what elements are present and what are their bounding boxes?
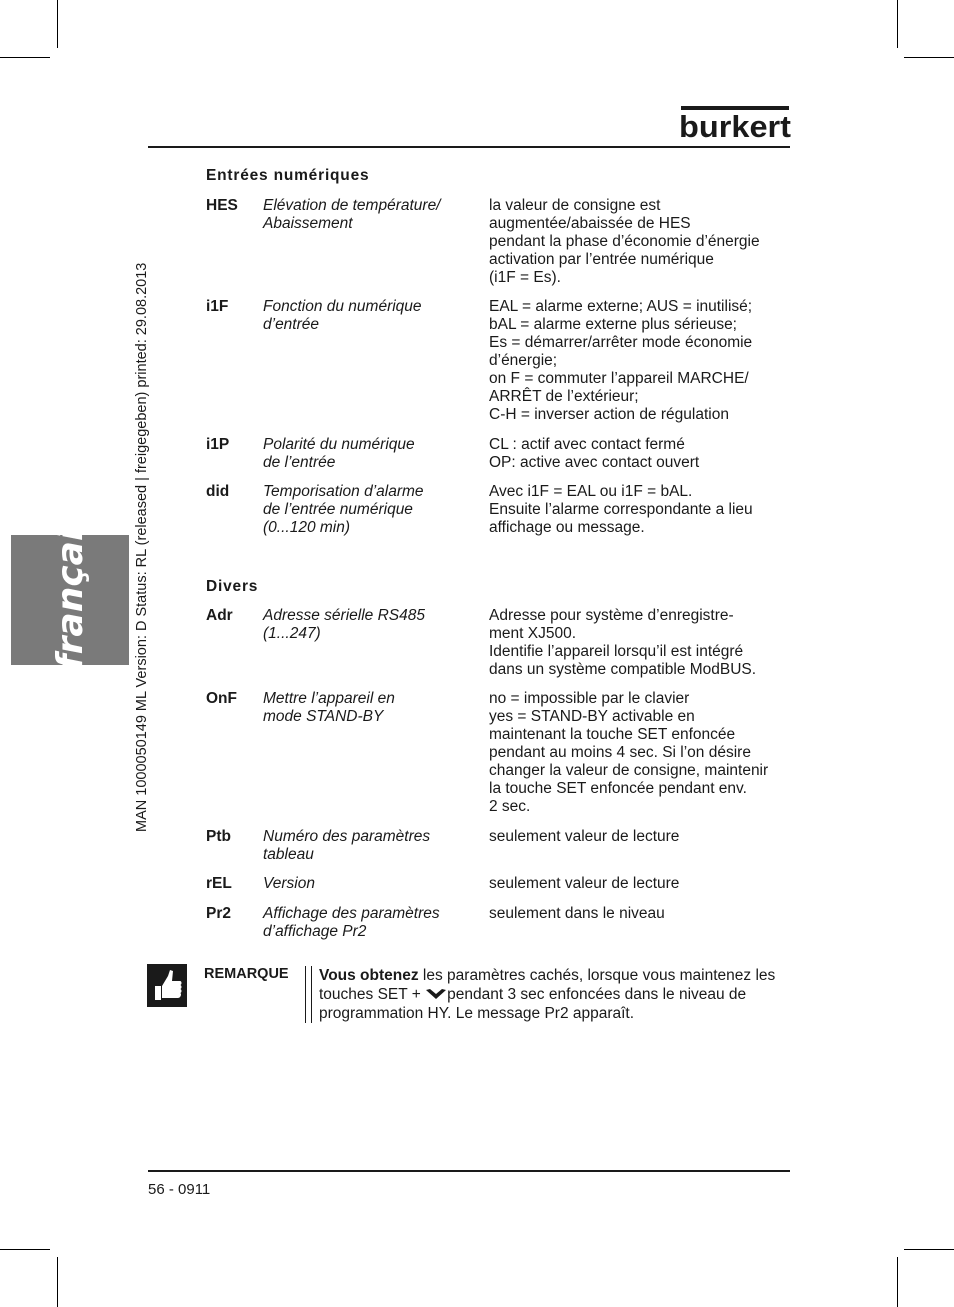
param-label: Adresse sérielle RS485 (1...247) — [263, 607, 425, 642]
param-code: i1P — [206, 436, 230, 453]
crop-mark — [57, 0, 58, 48]
param-code: HES — [206, 197, 238, 214]
param-label: Fonction du numérique d’entrée — [263, 298, 422, 333]
header-rule — [148, 146, 790, 148]
page-number: 56 - 0911 — [148, 1181, 211, 1198]
param-label: Affichage des paramètres d’affichage Pr2 — [263, 905, 440, 940]
svg-text:burkert: burkert — [679, 109, 791, 140]
param-code: did — [206, 483, 230, 500]
param-desc: la valeur de consigne est augmentée/abaissée de HES pendant la phase d’économie d’énergie activation par l’entrée numérique (i1F = Es). — [489, 197, 760, 286]
burkert-logo — [679, 104, 791, 140]
param-label: Mettre l’appareil en mode STAND-BY — [263, 690, 395, 725]
note-lead: Vous obtenez — [319, 967, 419, 984]
crop-mark — [57, 1257, 58, 1307]
param-label: Temporisation d’alarme de l’entrée numérique (0...120 min) — [263, 483, 424, 536]
param-label: Elévation de température/ Abaissement — [263, 197, 441, 232]
param-code: rEL — [206, 875, 232, 892]
param-desc: EAL = alarme externe; AUS = inutilisé; bAL = alarme externe plus sérieuse; Es = démarrer/arrêter mode économie d’énergie; on F = commuter l’appareil MARCHE/ ARRÊT de l’extérieur; C-H = inverser action de régulation — [489, 298, 753, 423]
document-meta: MAN 1000050149 ML Version: D Status: RL (released | freigegeben) printed: 29.08.2013 — [134, 262, 150, 832]
param-desc: seulement valeur de lecture — [489, 828, 680, 845]
crop-mark — [0, 1249, 50, 1250]
param-code: Pr2 — [206, 905, 231, 922]
thumbs-up-icon — [147, 964, 187, 1007]
note-text-part: pendant 3 sec enfoncées dans le niveau de programmation HY. Le message Pr2 apparaît. — [319, 986, 747, 1022]
crop-mark — [904, 1249, 954, 1250]
note-text-part: les paramètres cachés, lorsque vous maintenez les touches SET + — [319, 967, 776, 1003]
param-code: Adr — [206, 607, 233, 624]
param-desc: seulement valeur de lecture — [489, 875, 680, 892]
param-code: i1F — [206, 298, 229, 315]
note-label: REMARQUE — [204, 966, 289, 982]
footer-rule — [148, 1170, 790, 1172]
section-title-misc: Divers — [206, 578, 259, 595]
crop-mark — [897, 1257, 898, 1307]
param-label: Numéro des paramètres tableau — [263, 828, 431, 863]
crop-mark — [0, 57, 50, 58]
param-desc: seulement dans le niveau — [489, 905, 665, 922]
param-label: Version — [263, 875, 315, 892]
language-tab-label: français — [50, 507, 91, 670]
param-desc: Adresse pour système d’enregistre- ment XJ500. Identifie l’appareil lorsqu’il est intégré dans un système compatible ModBUS. — [489, 607, 757, 678]
param-desc: no = impossible par le clavier yes = STAND-BY activable en maintenant la touche SET enfoncée pendant au moins 4 sec. Si l’on désire changer la valeur de consigne, maintenir la touche SET enfoncée pendant env. 2 sec. — [489, 690, 769, 815]
param-code: OnF — [206, 690, 237, 707]
crop-mark — [897, 0, 898, 48]
language-tab — [11, 507, 129, 670]
section-title-inputs: Entrées numériques — [206, 167, 370, 184]
note-text — [319, 966, 794, 1023]
crop-mark — [904, 57, 954, 58]
param-desc: Avec i1F = EAL ou i1F = bAL. Ensuite l’alarme correspondante a lieu affichage ou message. — [489, 483, 753, 536]
note-divider — [305, 966, 306, 1023]
note-divider — [311, 966, 312, 1023]
param-desc: CL : actif avec contact fermé OP: active avec contact ouvert — [489, 436, 700, 471]
param-label: Polarité du numérique de l’entrée — [263, 436, 415, 471]
chevron-down-icon — [425, 988, 447, 1002]
param-code: Ptb — [206, 828, 231, 845]
